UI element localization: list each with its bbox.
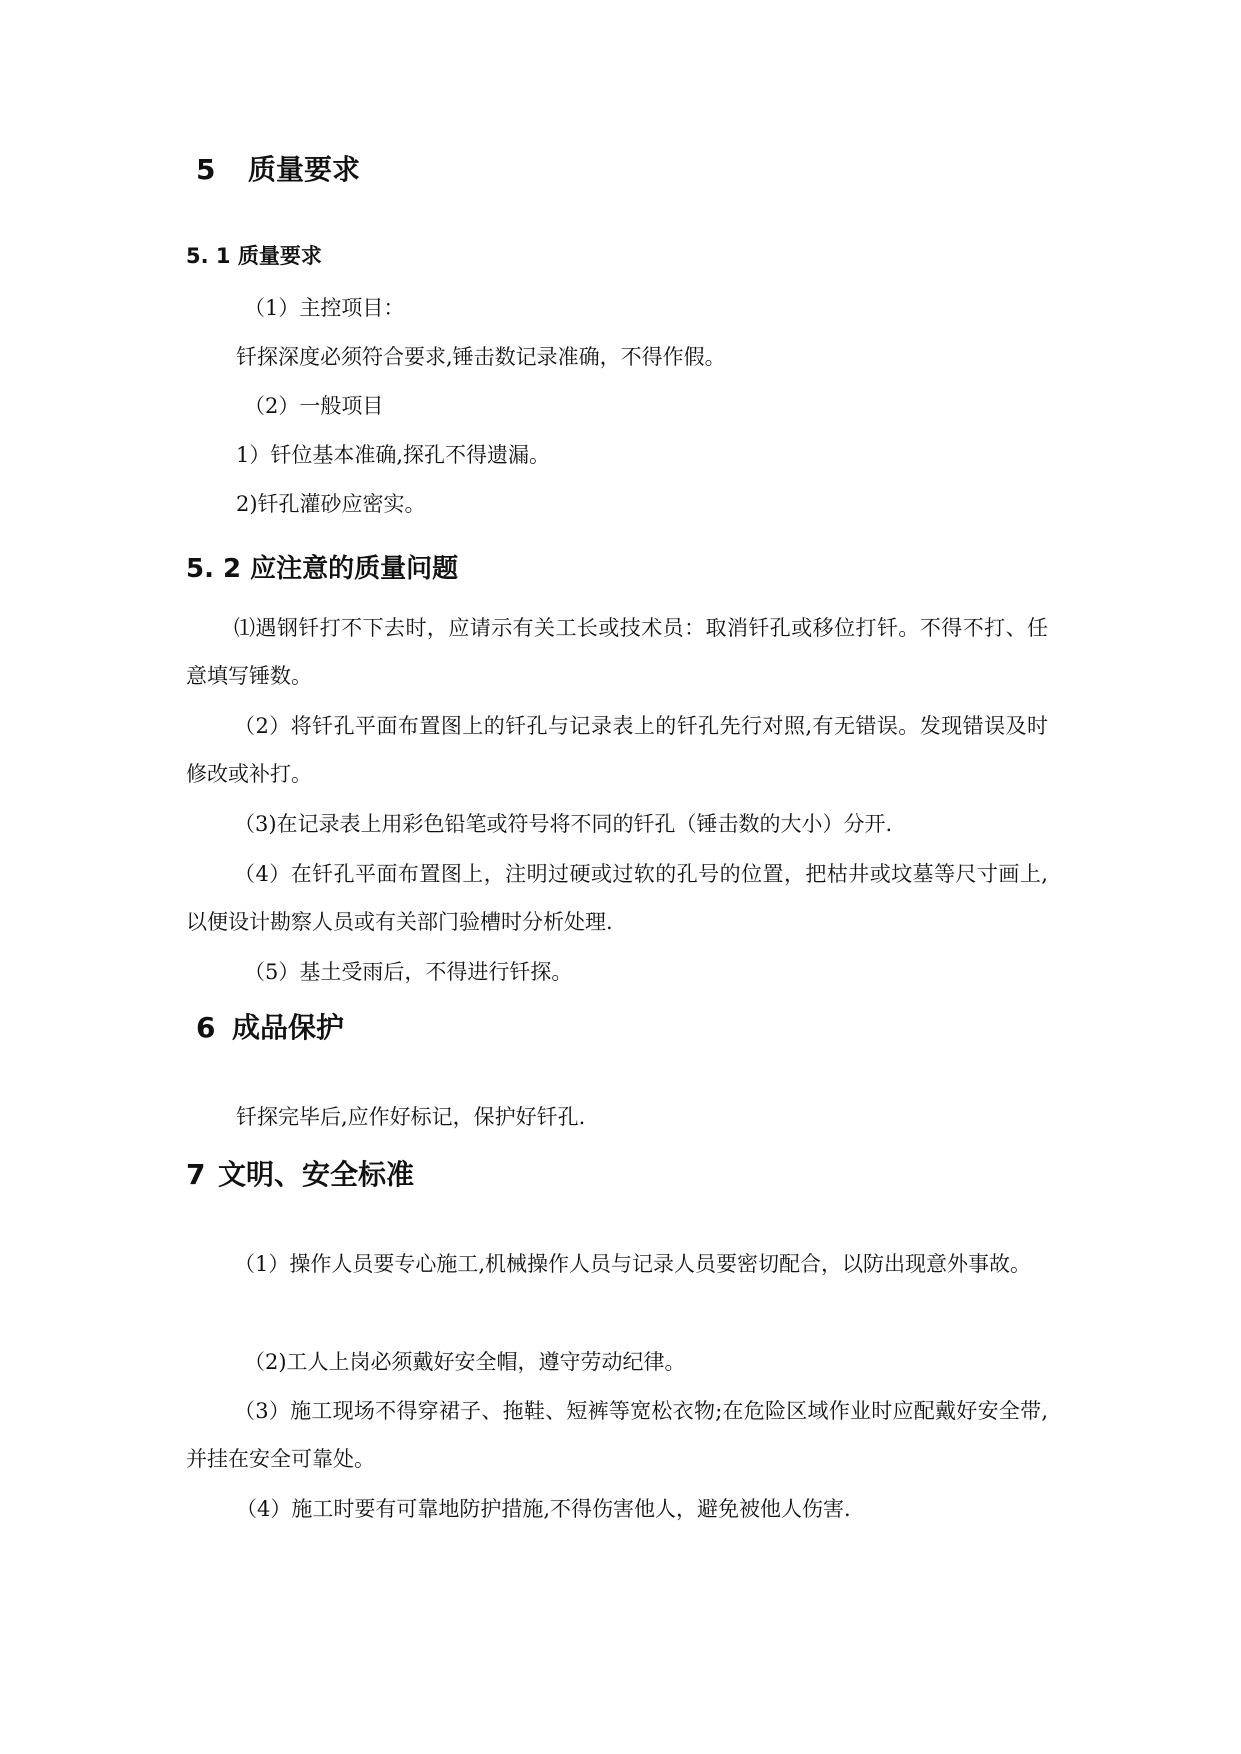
- paragraph: ⑴遇钢钎打不下去时，应请示有关工长或技术员：取消钎孔或移位打钎。不得不打、任意填写锤数。: [186, 616, 1048, 688]
- section-5-heading: [196, 152, 360, 188]
- paragraph: （3)在记录表上用彩色铅笔或符号将不同的钎孔（锤击数的大小）分开.: [234, 812, 893, 836]
- paragraph: （4）施工时要有可靠地防护措施,不得伤害他人，避免被他人伤害.: [236, 1497, 851, 1521]
- paragraph: 1）钎位基本准确,探孔不得遗漏。: [236, 443, 551, 467]
- subsection-5-2-heading: 5. 2 应注意的质量问题: [186, 554, 459, 584]
- subsection-5-1-heading: 5. 1 质量要求: [186, 244, 322, 268]
- section-number: 6: [196, 1011, 216, 1044]
- paragraph: （1）操作人员要专心施工,机械操作人员与记录人员要密切配合，以防出现意外事故。: [234, 1252, 1032, 1276]
- paragraph: （2）一般项目: [244, 394, 384, 418]
- paragraph: （3）施工现场不得穿裙子、拖鞋、短裤等宽松衣物;在危险区域作业时应配戴好安全带,并挂在安全可靠处。: [186, 1399, 1048, 1471]
- section-title: 文明、安全标准: [218, 1158, 415, 1191]
- section-number: 7: [186, 1158, 206, 1191]
- paragraph: 钎探完毕后,应作好标记，保护好钎孔.: [236, 1105, 586, 1129]
- section-6-heading: [196, 1010, 344, 1046]
- paragraph: （2）将钎孔平面布置图上的钎孔与记录表上的钎孔先行对照,有无错误。发现错误及时修改或补打。: [186, 714, 1048, 786]
- section-7-heading: [186, 1157, 414, 1193]
- paragraph: 钎探深度必须符合要求,锤击数记录准确，不得作假。: [236, 345, 726, 369]
- section-title: 质量要求: [248, 153, 361, 186]
- paragraph: （4）在钎孔平面布置图上，注明过硬或过软的孔号的位置，把枯井或坟墓等尺寸画上,以便设计勘察人员或有关部门验槽时分析处理.: [186, 862, 1048, 934]
- section-number: 5: [196, 153, 216, 186]
- paragraph: （1）主控项目：: [244, 296, 405, 320]
- paragraph: （5）基土受雨后，不得进行钎探。: [244, 960, 573, 984]
- paragraph: 2)钎孔灌砂应密实。: [236, 492, 426, 516]
- paragraph: （2)工人上岗必须戴好安全帽，遵守劳动纪律。: [244, 1350, 686, 1374]
- section-title: 成品保护: [232, 1011, 345, 1044]
